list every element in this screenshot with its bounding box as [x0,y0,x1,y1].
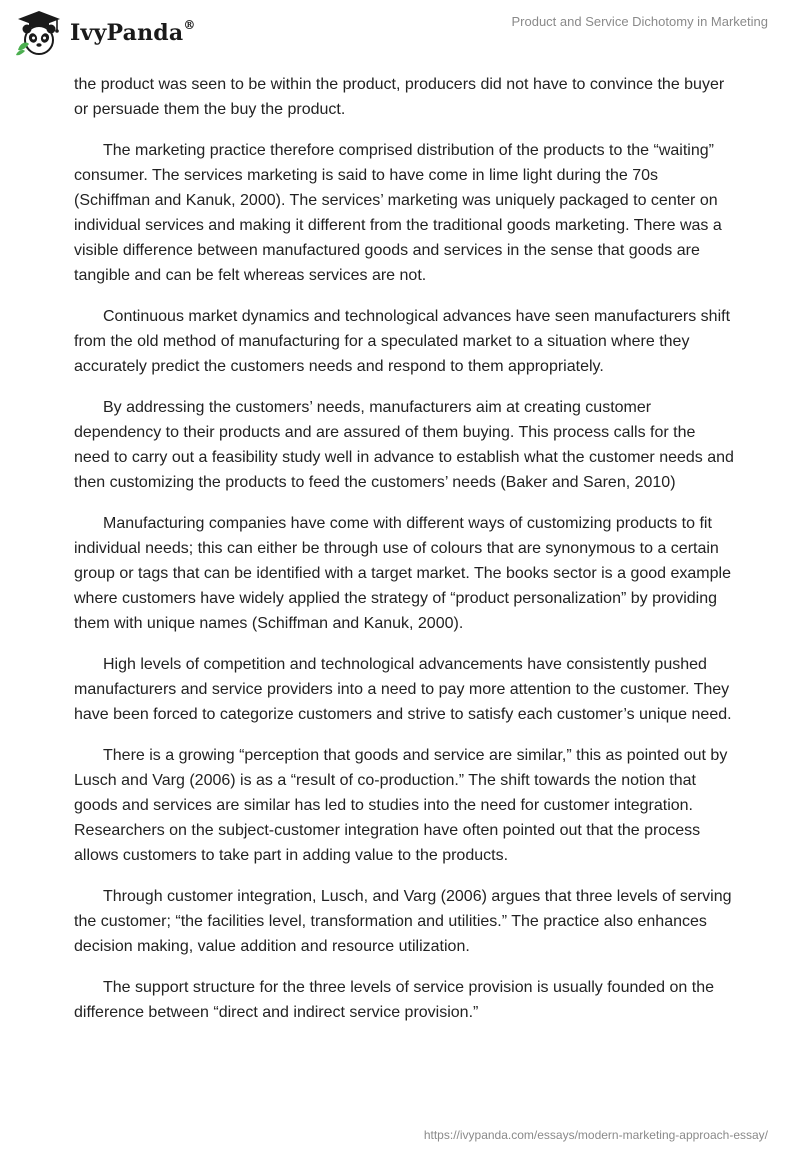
paragraph-4: By addressing the customers’ needs, manufacturers aim at creating customer dependency to their products and are assured of them buying. This process calls for the need to carry out a feasibility study well in advance to establish what the customer needs and then customizing the products to feed the customers’ needs (Baker and Saren, 2010) [74,399,734,491]
paragraph-2: The marketing practice therefore comprised distribution of the products to the “waiting” consumer. The services marketing is said to have come in lime light during the 70s (Schiffman and Kanuk, 2000). The services’ marketing was uniquely packaged to center on individual services and making it different from the traditional goods marketing. There was a visible difference between manufactured goods and services in the sense that goods are tangible and can be felt whereas services are not. [74,142,722,284]
document-title: Product and Service Dichotomy in Marketing [511,14,768,29]
source-url[interactable]: https://ivypanda.com/essays/modern-marketing-approach-essay/ [423,1128,768,1142]
paragraph-3: Continuous market dynamics and technological advances have seen manufacturers shift from the old method of manufacturing for a speculated market to a situation where they accurately predict the customers needs and respond to them appropriately. [74,308,731,375]
paragraph-9: The support structure for the three levels of service provision is usually founded on the difference between “direct and indirect service provision.” [74,979,714,1021]
paragraph-8: Through customer integration, Lusch, and Varg (2006) argues that three levels of serving the customer; “the facilities level, transformation and utilities.” The practice also enhances decision making, value addition and resource utilization. [74,888,732,955]
brand-name-text: IvyPanda [70,20,184,46]
paragraph-7: There is a growing “perception that goods and service are similar,” this as pointed out by Lusch and Varg (2006) is as a “result of co-production.” The shift towards the notion that goods and services are similar has led to studies into the need for customer integration. Researchers on the subject-customer integration have often pointed out that the process allows customers to take part in adding value to the products. [74,747,728,864]
paragraph-1: the product was seen to be within the product, producers did not have to convince the buyer or persuade them the buy the product. [74,76,725,118]
registered-mark: ® [183,18,196,32]
panda-graduate-icon [14,8,64,58]
ivypanda-logo[interactable] [14,8,196,58]
essay-body [74,72,734,1041]
brand-name [70,20,196,46]
paragraph-6: High levels of competition and technological advancements have consistently pushed manufacturers and service providers into a need to pay more attention to the customer. They have been forced to categorize customers and strive to satisfy each customer’s unique need. [74,656,732,723]
paragraph-5: Manufacturing companies have come with different ways of customizing products to fit individual needs; this can either be through use of colours that are synonymous to a certain group or tags that can be identified with a target market. The books sector is a good example where customers have widely applied the strategy of “product personalization” by providing them with unique names (Schiffman and Kanuk, 2000). [74,515,731,632]
page-header [0,0,800,70]
